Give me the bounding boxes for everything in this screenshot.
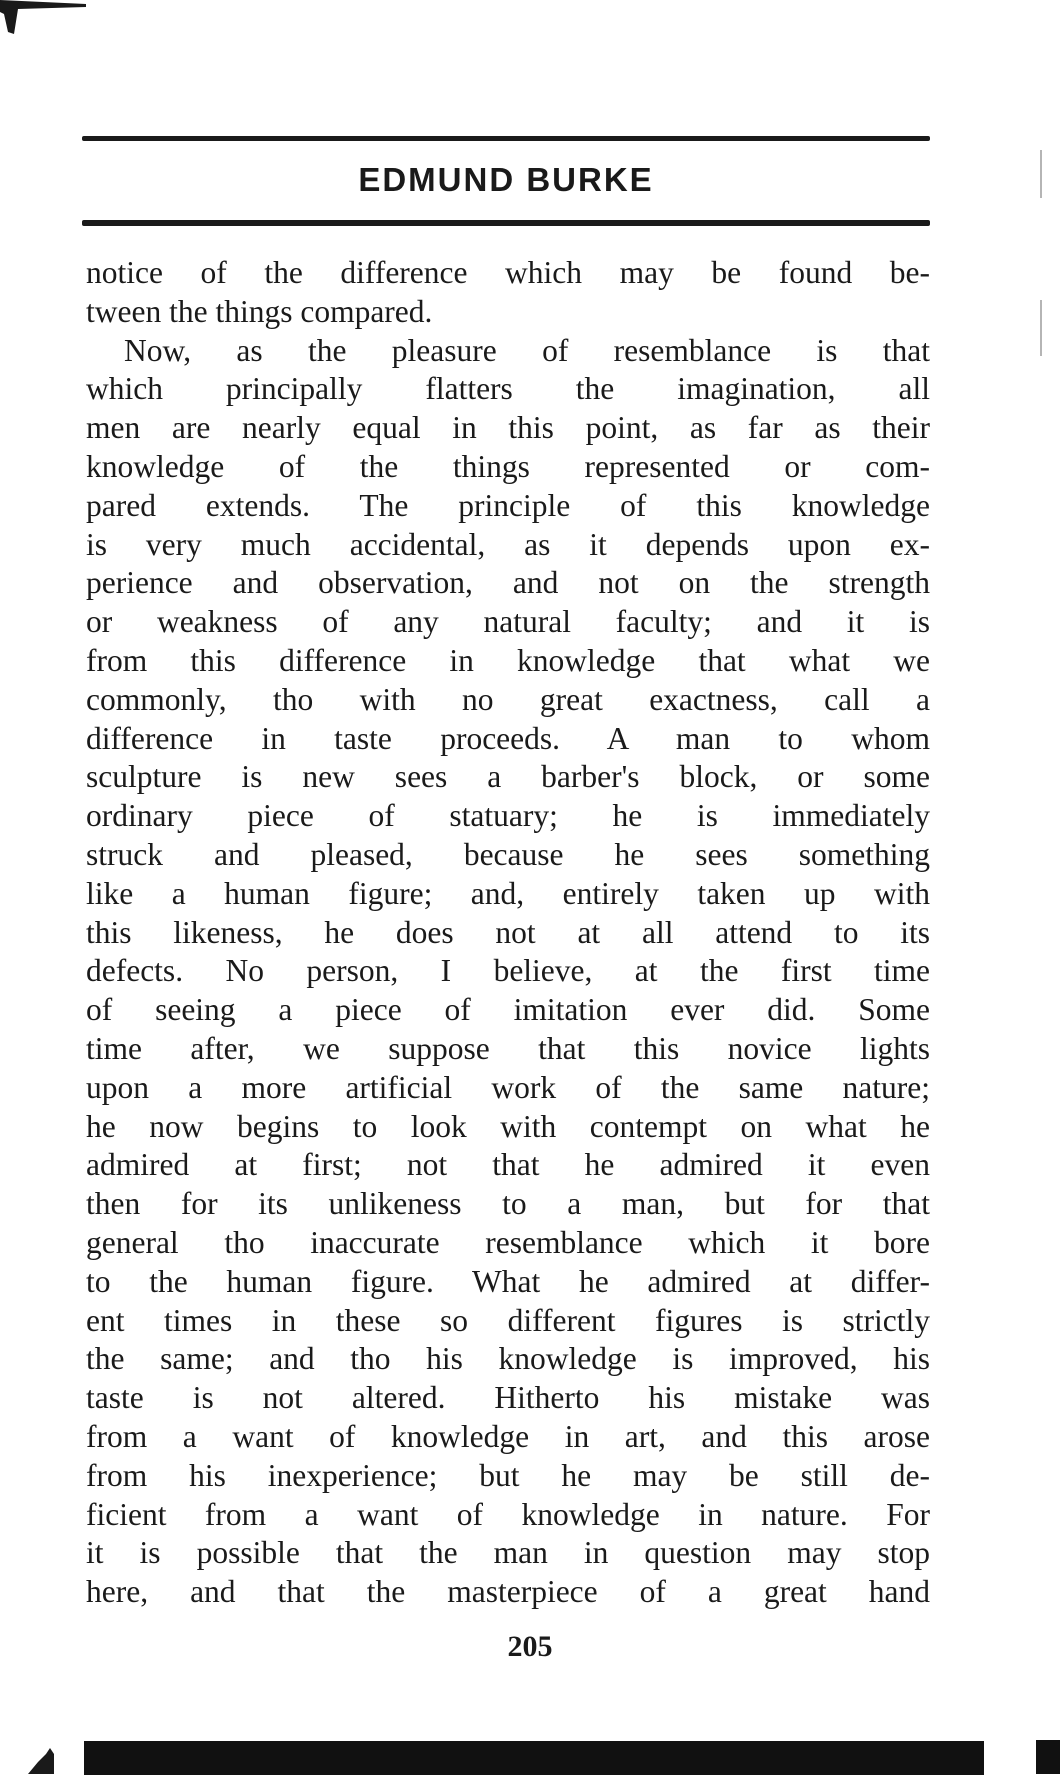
text-line: upon a more artificial work of the same nature; <box>86 1069 930 1105</box>
text-line: then for its unlikeness to a man, but for that <box>86 1186 930 1222</box>
page-corner-mark <box>1036 1740 1060 1774</box>
text-line: commonly, tho with no great exactness, call a <box>86 681 930 717</box>
text-line: from this difference in knowledge that what we <box>86 642 930 678</box>
text-line: difference in taste proceeds. A man to whom <box>86 720 930 756</box>
page-corner-mark <box>24 1740 64 1774</box>
text-line: ordinary piece of statuary; he is immediately <box>86 798 930 834</box>
text-line: this likeness, he does not at all attend to its <box>86 914 930 950</box>
text-line: from his inexperience; but he may be still de- <box>86 1457 930 1493</box>
text-line: time after, we suppose that this novice lights <box>86 1030 930 1066</box>
text-line: is very much accidental, as it depends upon ex- <box>86 526 930 562</box>
margin-mark <box>1040 150 1042 198</box>
text-line: tween the things compared. <box>86 293 433 329</box>
text-line: knowledge of the things represented or com- <box>86 448 930 484</box>
bottom-edge-bar <box>84 1741 984 1775</box>
running-head: EDMUND BURKE <box>358 161 654 198</box>
text-line: the same; and tho his knowledge is improved, his <box>86 1341 930 1377</box>
text-line: perience and observation, and not on the strength <box>86 565 930 601</box>
body-text <box>86 254 930 1612</box>
text-line: here, and that the masterpiece of a great hand <box>86 1574 930 1610</box>
text-line: which principally flatters the imagination, all <box>86 371 930 407</box>
margin-mark <box>1040 300 1042 356</box>
text-line: he now begins to look with contempt on what he <box>86 1108 930 1144</box>
text-line: like a human figure; and, entirely taken up with <box>86 875 930 911</box>
text-line: taste is not altered. Hitherto his mistake was <box>86 1380 930 1416</box>
text-line: sculpture is new sees a barber's block, or some <box>86 759 930 795</box>
text-line: to the human figure. What he admired at differ- <box>86 1263 930 1299</box>
text-line: ent times in these so different figures is strictly <box>86 1302 930 1338</box>
text-line: men are nearly equal in this point, as far as their <box>86 410 930 446</box>
text-line: struck and pleased, because he sees something <box>86 836 930 872</box>
header-rule-bottom <box>82 220 930 226</box>
text-line: or weakness of any natural faculty; and it is <box>86 604 930 640</box>
header-rule-top <box>82 136 930 141</box>
text-line: from a want of knowledge in art, and this arose <box>86 1418 930 1454</box>
text-line: pared extends. The principle of this knowledge <box>86 487 930 523</box>
text-line: notice of the difference which may be found be- <box>86 255 930 290</box>
text-line: admired at first; not that he admired it even <box>86 1147 930 1183</box>
text-line: Now, as the pleasure of resemblance is that <box>124 332 930 368</box>
text-line: general tho inaccurate resemblance which it bore <box>86 1224 930 1260</box>
text-line: it is possible that the man in question may stop <box>86 1535 930 1571</box>
text-line: defects. No person, I believe, at the first time <box>86 953 930 989</box>
text-line: of seeing a piece of imitation ever did. Some <box>86 992 930 1028</box>
page-corner-mark <box>0 0 86 34</box>
page-number: 205 <box>507 1630 553 1663</box>
text-line: ficient from a want of knowledge in nature. For <box>86 1496 930 1532</box>
